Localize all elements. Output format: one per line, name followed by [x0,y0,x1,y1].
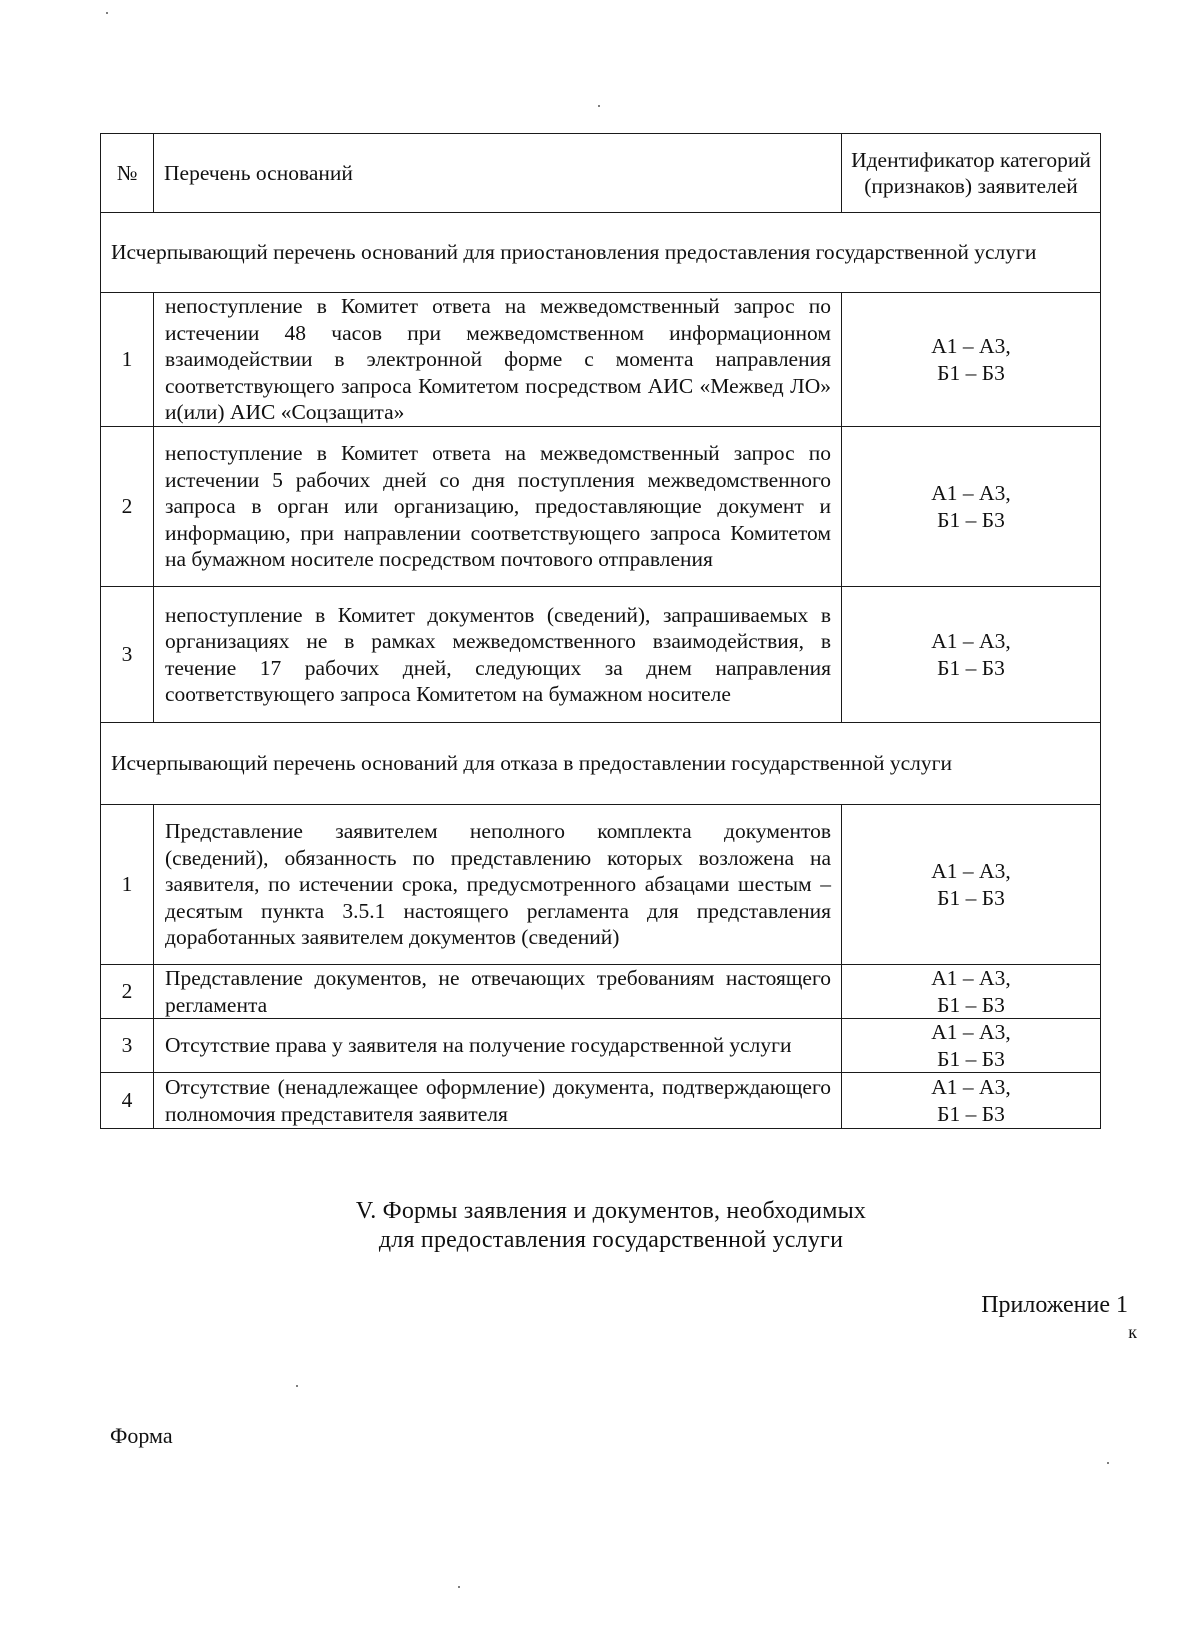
header-applicant-ids: Идентификатор категорий (признаков) заявителей [842,134,1101,213]
section-title-suspension: Исчерпывающий перечень оснований для приостановления предоставления государственной услуги [101,213,1101,293]
section-title-refusal: Исчерпывающий перечень оснований для отказа в предоставлении государственной услуги [101,723,1101,805]
scan-speck [458,1586,460,1588]
table-row [101,965,1101,1019]
ids-line-b: Б1 – Б3 [937,1046,1005,1071]
section-heading-row [101,723,1101,805]
row-applicant-ids [842,805,1101,965]
row-applicant-ids [842,965,1101,1019]
grounds-table [100,133,1101,1129]
row-number: 2 [101,427,154,587]
table-row [101,805,1101,965]
row-applicant-ids [842,1019,1101,1073]
appendix-suffix: к [1128,1322,1137,1342]
ids-line-b: Б1 – Б3 [937,1101,1005,1126]
header-grounds-list: Перечень оснований [154,134,842,213]
ids-line-a: А1 – А3, [931,1020,1011,1044]
ids-line-b: Б1 – Б3 [937,992,1005,1017]
ids-line-a: А1 – А3, [931,859,1011,883]
section-heading-row [101,213,1101,293]
row-applicant-ids [842,427,1101,587]
heading-line-1: V. Формы заявления и документов, необходимых [355,1198,867,1224]
table-header-row [101,134,1101,213]
ids-line-b: Б1 – Б3 [937,655,1005,680]
table-row [101,427,1101,587]
row-number: 4 [101,1073,154,1129]
appendix-label: Приложение 1 [981,1292,1128,1318]
row-text: Представление документов, не отвечающих требованиям настоящего регламента [154,965,842,1019]
scan-speck [106,12,108,14]
row-text: непоступление в Комитет ответа на межведомственный запрос по истечении 5 рабочих дней со дня поступления межведомственного запроса в орган или организацию, предоставляющие документ и информацию, при направлении соответствующего запроса Комитетом на бумажном носителе посредством почтового отправления [154,427,842,587]
heading-line-2: для предоставления государственной услуги [378,1227,844,1253]
row-applicant-ids [842,587,1101,723]
row-number: 3 [101,587,154,723]
ids-line-a: А1 – А3, [931,334,1011,358]
form-label: Форма [110,1423,173,1448]
row-applicant-ids [842,293,1101,427]
row-number: 2 [101,965,154,1019]
table-row [101,293,1101,427]
ids-line-a: А1 – А3, [931,966,1011,990]
ids-line-a: А1 – А3, [931,629,1011,653]
row-text: Представление заявителем неполного комплекта документов (сведений), обязанность по представлению которых возложена на заявителя, по истечении срока, предусмотренного абзацами шестым – десятым пункта 3.5.1 настоящего регламента для представления доработанных заявителем документов (сведений) [154,805,842,965]
row-applicant-ids [842,1073,1101,1129]
ids-line-b: Б1 – Б3 [937,360,1005,385]
header-number: № [101,134,154,213]
scan-speck [598,105,600,107]
row-number: 3 [101,1019,154,1073]
table-row [101,1019,1101,1073]
ids-line-b: Б1 – Б3 [937,507,1005,532]
table-row [101,587,1101,723]
row-text: Отсутствие права у заявителя на получение государственной услуги [154,1019,842,1073]
scan-speck [296,1385,298,1387]
ids-line-b: Б1 – Б3 [937,885,1005,910]
ids-line-a: А1 – А3, [931,1075,1011,1099]
row-number: 1 [101,293,154,427]
section-v-heading [0,1197,1200,1255]
table-row [101,1073,1101,1129]
row-text: непоступление в Комитет ответа на межведомственный запрос по истечении 48 часов при межведомственном информационном взаимодействии в электронной форме с момента направления соответствующего запроса Комитетом посредством АИС «Межвед ЛО» и(или) АИС «Соцзащита» [154,293,842,427]
row-text: непоступление в Комитет документов (сведений), запрашиваемых в организациях не в рамках межведомственного взаимодействия, в течение 17 рабочих дней, следующих за днем направления соответствующего запроса Комитетом на бумажном носителе [154,587,842,723]
row-text: Отсутствие (ненадлежащее оформление) документа, подтверждающего полномочия представителя заявителя [154,1073,842,1129]
row-number: 1 [101,805,154,965]
scan-speck [1107,1462,1109,1464]
ids-line-a: А1 – А3, [931,481,1011,505]
